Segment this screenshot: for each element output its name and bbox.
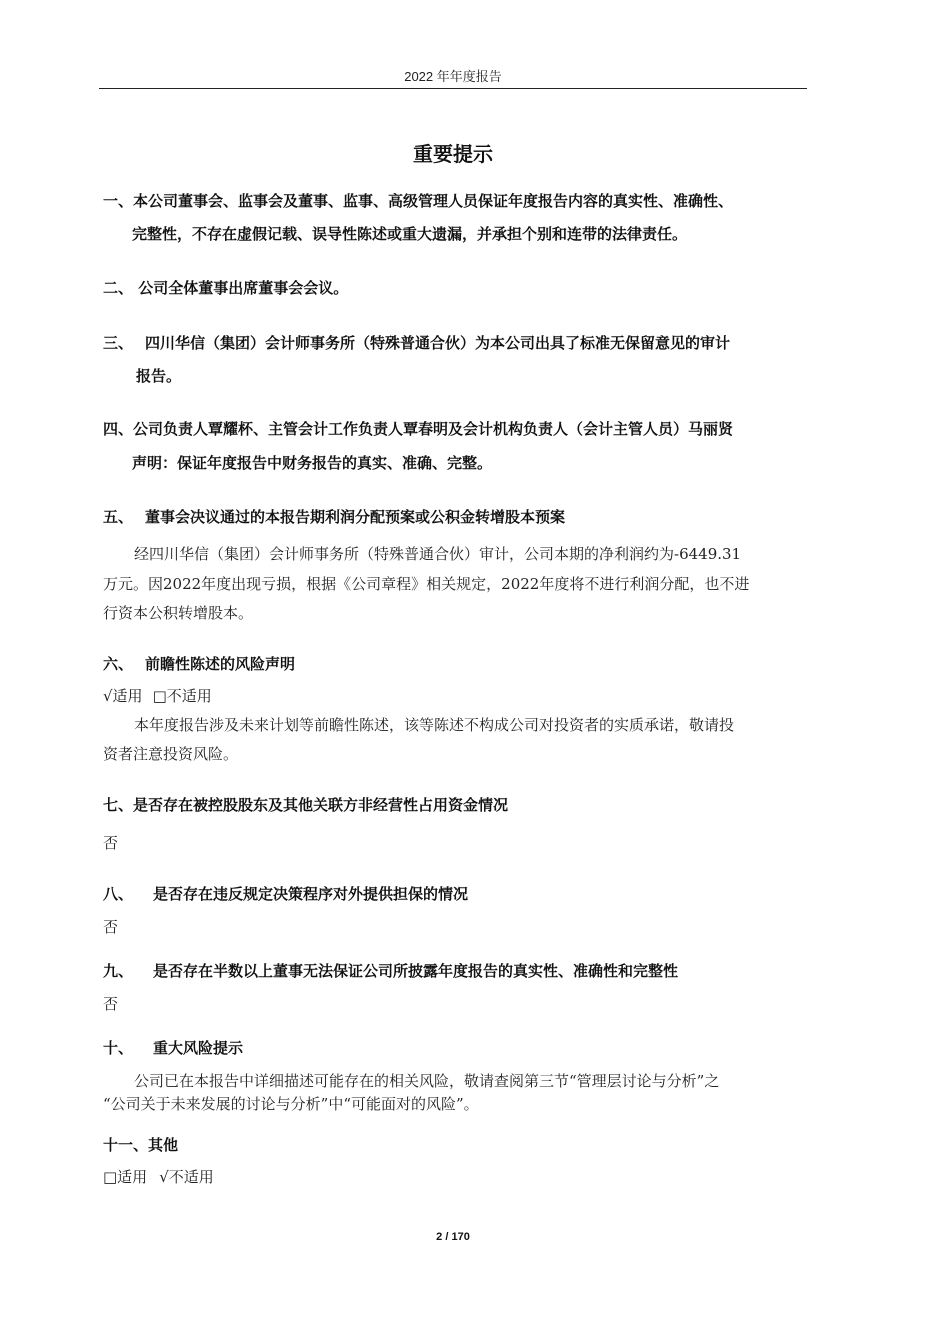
option-not-applicable-checked: √不适用 — [159, 1168, 214, 1186]
section-8-heading — [103, 883, 468, 904]
page-header: 2022 年年度报告 — [404, 69, 502, 84]
section-8-text: 是否存在违反规定决策程序对外提供担保的情况 — [153, 885, 469, 903]
section-11-number: 十一、 — [103, 1136, 149, 1154]
section-7-number: 七、 — [103, 796, 134, 814]
section-5-body-line-3: 行资本公积转增股本。 — [103, 604, 254, 622]
section-11-heading — [103, 1134, 178, 1155]
section-10-body-line-1: 公司已在本报告中详细描述可能存在的相关风险，敬请查阅第三节“管理层讨论与分析”之 — [134, 1072, 720, 1090]
section-10-text: 重大风险提示 — [153, 1039, 244, 1057]
page-number: 2 / 170 — [436, 1231, 470, 1243]
section-2-heading — [103, 277, 348, 298]
page-title: 重要提示 — [413, 142, 493, 166]
section-6-body-line-2: 资者注意投资风险。 — [103, 745, 239, 763]
section-9-answer: 否 — [103, 995, 119, 1013]
section-4-text: 公司负责人覃耀杯、主管会计工作负责人覃春明及会计机构负责人（会计主管人员）马丽贤 — [133, 420, 734, 438]
header-divider — [99, 88, 807, 89]
section-9-text: 是否存在半数以上董事无法保证公司所披露年度报告的真实性、准确性和完整性 — [153, 962, 679, 980]
section-6-heading — [103, 653, 295, 674]
section-6-body-line-1: 本年度报告涉及未来计划等前瞻性陈述，该等陈述不构成公司对投资者的实质承诺，敬请投 — [134, 716, 735, 734]
section-11-text: 其他 — [148, 1136, 179, 1154]
section-9-number: 九、 — [103, 962, 134, 980]
section-6-number: 六、 — [103, 655, 134, 673]
section-1-number: 一、 — [103, 192, 134, 210]
section-2-text: 公司全体董事出席董事会会议。 — [138, 279, 349, 297]
section-10-body-line-2: “公司关于未来发展的讨论与分析”中“可能面对的风险”。 — [103, 1095, 479, 1113]
section-2-number: 二、 — [103, 279, 134, 297]
section-8-answer: 否 — [103, 918, 119, 936]
section-9-heading — [103, 960, 678, 981]
section-5-number: 五、 — [103, 508, 134, 526]
section-10-number: 十、 — [103, 1039, 134, 1057]
section-6-text: 前瞻性陈述的风险声明 — [145, 655, 296, 673]
section-1-line-1 — [103, 190, 733, 211]
section-1-line-2: 完整性，不存在虚假记载、误导性陈述或重大遗漏，并承担个别和连带的法律责任。 — [132, 225, 688, 243]
section-11-options — [103, 1166, 214, 1187]
section-3-line-2: 报告。 — [136, 367, 182, 385]
section-7-text: 是否存在被控股股东及其他关联方非经营性占用资金情况 — [133, 796, 509, 814]
section-8-number: 八、 — [103, 885, 134, 903]
section-5-body-line-2: 万元。因2022年度出现亏损，根据《公司章程》相关规定，2022年度将不进行利润分配，也不进 — [103, 575, 750, 593]
section-1-text: 本公司董事会、监事会及董事、监事、高级管理人员保证年度报告内容的真实性、准确性、 — [133, 192, 734, 210]
section-5-heading — [103, 506, 565, 527]
section-4-line-1 — [103, 418, 733, 439]
section-5-body-line-1: 经四川华信（集团）会计师事务所（特殊普通合伙）审计，公司本期的净利润约为-6449.31 — [134, 545, 742, 563]
section-7-heading — [103, 794, 508, 815]
option-applicable-checked: √适用 — [103, 687, 143, 705]
section-10-heading — [103, 1037, 243, 1058]
section-4-number: 四、 — [103, 420, 134, 438]
option-applicable-unchecked: □适用 — [103, 1168, 148, 1186]
option-not-applicable-unchecked: □不适用 — [152, 687, 212, 705]
section-5-text: 董事会决议通过的本报告期利润分配预案或公积金转增股本预案 — [145, 508, 566, 526]
section-3-number: 三、 — [103, 334, 134, 352]
section-3-line-1 — [103, 332, 730, 353]
section-6-options — [103, 685, 212, 706]
section-3-text: 四川华信（集团）会计师事务所（特殊普通合伙）为本公司出具了标准无保留意见的审计 — [145, 334, 731, 352]
section-4-line-2: 声明：保证年度报告中财务报告的真实、准确、完整。 — [132, 454, 493, 472]
section-7-answer: 否 — [103, 834, 119, 852]
